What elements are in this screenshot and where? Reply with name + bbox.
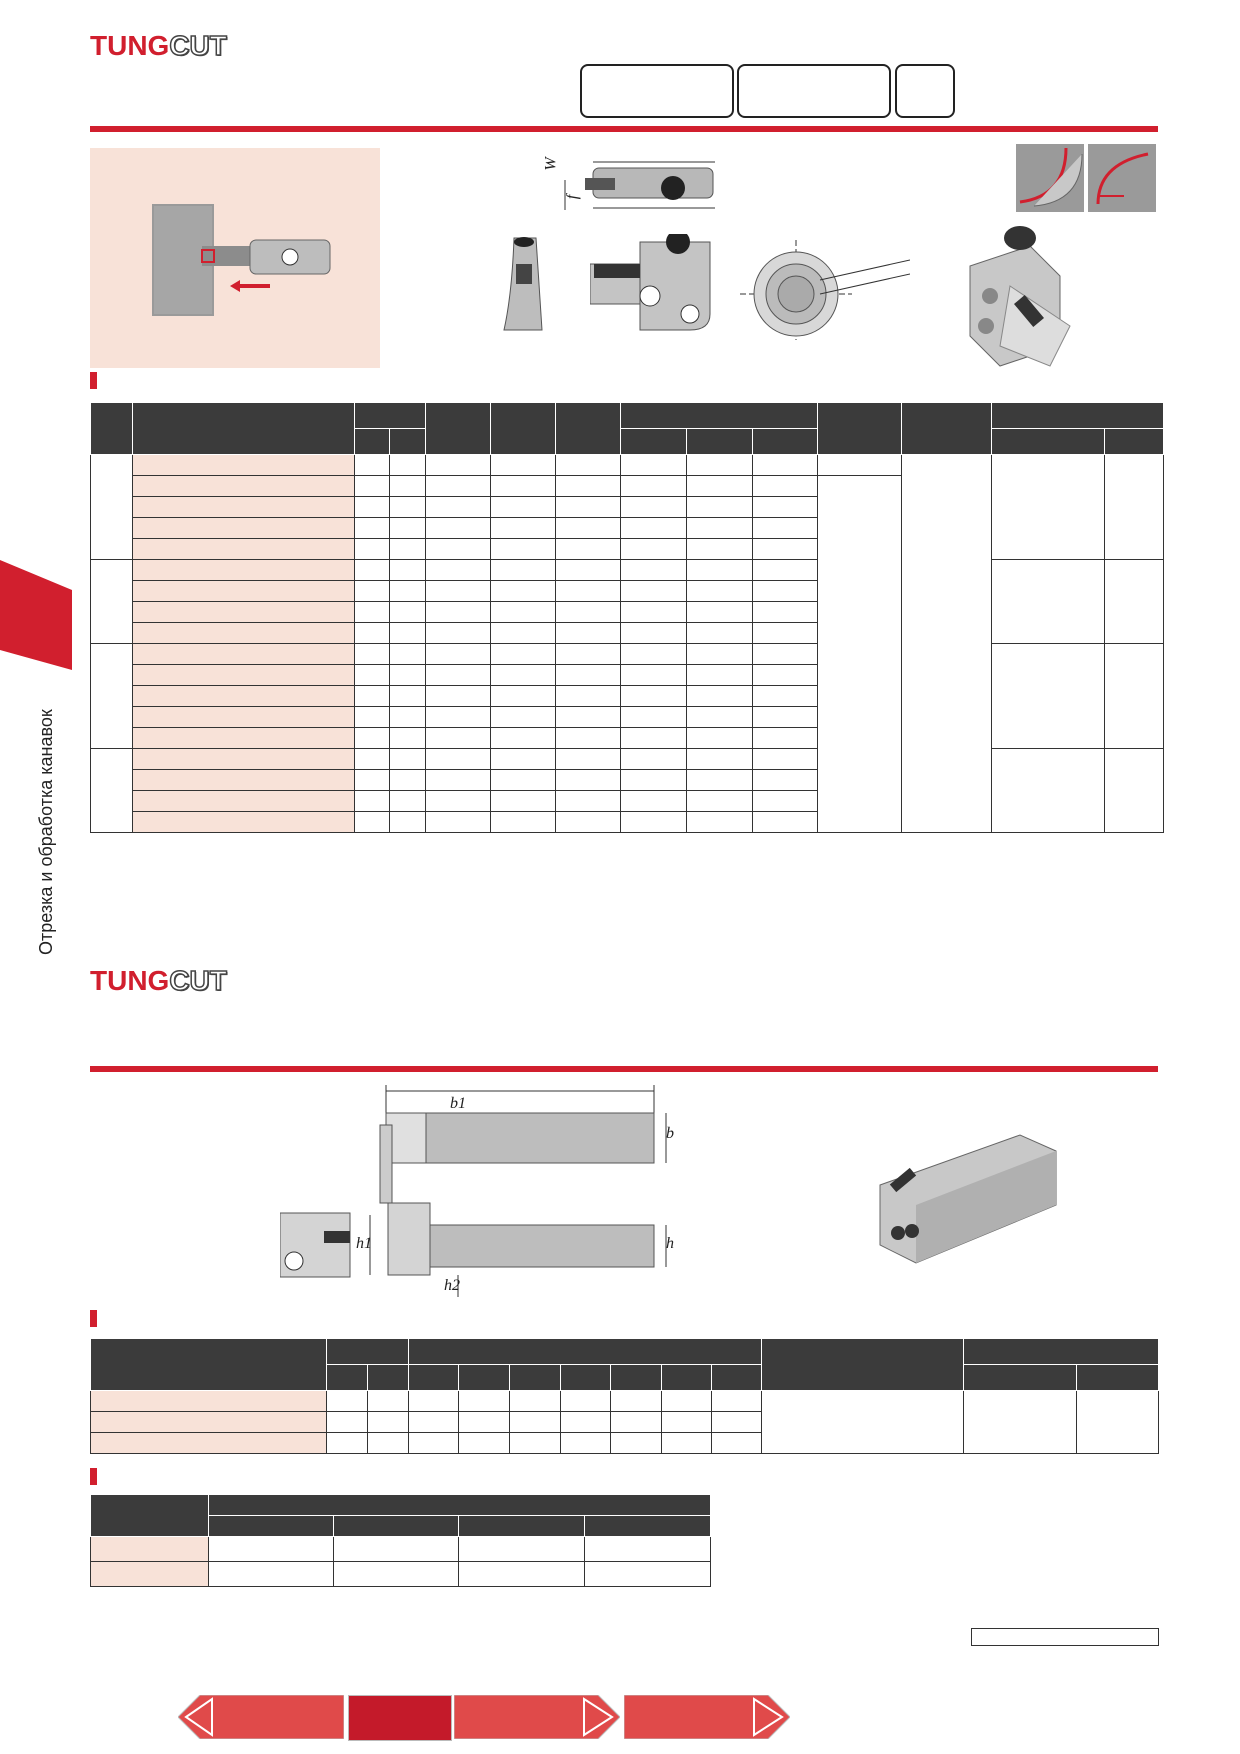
table-row	[91, 749, 1164, 770]
table-row	[91, 644, 1164, 665]
table-row	[91, 1391, 1159, 1412]
dimension-h2: h2	[444, 1277, 460, 1294]
shank-holder-drawing	[280, 1085, 680, 1305]
brand-logo-top: TUNGCUT	[90, 30, 227, 61]
insert-side-view	[500, 234, 550, 334]
nav-prev-button[interactable]	[178, 1695, 344, 1739]
table-row	[91, 560, 1164, 581]
holder-front-view	[590, 234, 720, 334]
holder-spec-table	[90, 402, 1164, 833]
sidebar-red-marker	[0, 560, 72, 670]
brand-logo-bottom: TUNGCUT	[90, 965, 227, 996]
shank-holder-3d-view	[870, 1125, 1060, 1285]
header-tab-2[interactable]	[737, 64, 891, 118]
dimension-f: f	[564, 194, 582, 200]
nav-next-button[interactable]	[454, 1695, 620, 1739]
header-divider-bottom	[90, 1066, 1158, 1072]
nav-current-page[interactable]	[348, 1695, 452, 1741]
sidebar-section-label: Отрезка и обработка канавок	[36, 709, 56, 955]
dimension-b: b	[666, 1125, 674, 1142]
spare-parts-table	[90, 1494, 711, 1587]
groove-diagram-1	[1016, 144, 1084, 212]
dimension-w: W	[542, 157, 560, 171]
header-tab-1[interactable]	[580, 64, 734, 118]
header-tab-3[interactable]	[895, 64, 955, 118]
holder-3d-view	[960, 226, 1080, 376]
table2-marker	[90, 1310, 97, 1327]
groove-diagram-2	[1088, 144, 1156, 212]
table-row	[91, 1537, 711, 1562]
holder-dimension-drawing	[542, 150, 725, 215]
table-row	[91, 455, 1164, 476]
table1-marker	[90, 372, 97, 389]
page-note-box	[971, 1628, 1159, 1646]
table3-marker	[90, 1468, 97, 1485]
shank-spec-table	[90, 1338, 1159, 1454]
dimension-b1: b1	[450, 1095, 466, 1112]
dimension-h: h	[666, 1235, 674, 1252]
header-divider-top	[90, 126, 1158, 132]
dimension-h1: h1	[356, 1235, 372, 1252]
application-diagram	[90, 148, 380, 368]
nav-last-button[interactable]	[624, 1695, 790, 1739]
table-row	[91, 1562, 711, 1587]
face-grooving-diagram	[740, 240, 910, 340]
